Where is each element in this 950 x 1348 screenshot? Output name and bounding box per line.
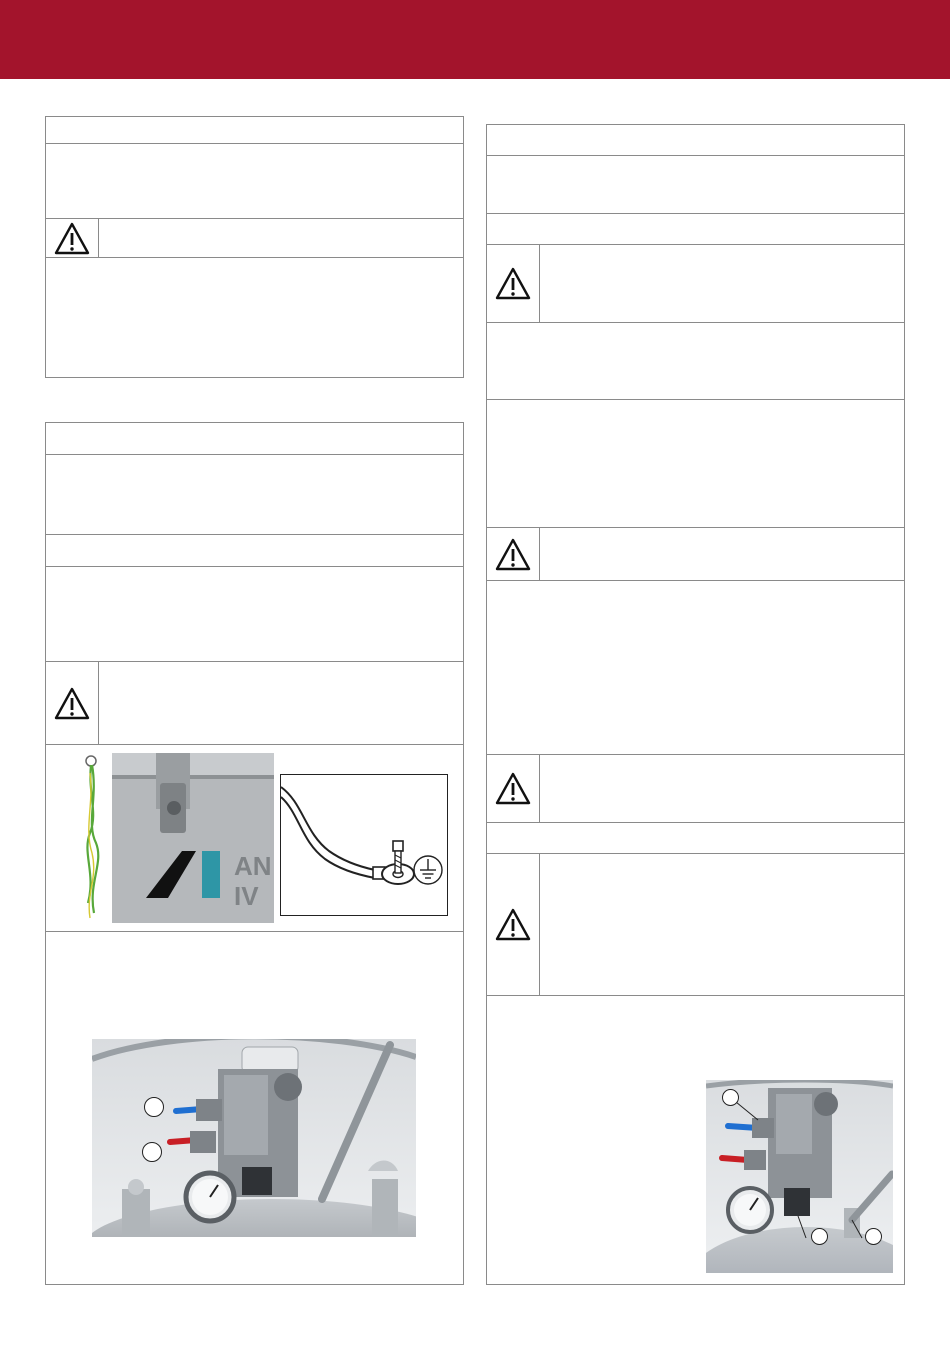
grounding-diagram <box>280 774 448 916</box>
warning-row <box>46 219 463 258</box>
warning-row <box>487 245 904 323</box>
text-row <box>487 323 904 400</box>
subheader-row <box>487 214 904 245</box>
warning-text <box>99 219 463 257</box>
warning-text <box>540 755 904 822</box>
air-valves-photo <box>92 1039 416 1237</box>
text-row <box>46 144 463 219</box>
warning-text <box>99 662 463 744</box>
warning-text <box>540 528 904 580</box>
warning-row <box>46 662 463 745</box>
grounding-cable-photo <box>78 753 274 923</box>
warning-triangle-icon <box>487 755 540 822</box>
section-header-row <box>487 125 904 156</box>
warning-text <box>540 245 904 322</box>
warning-triangle-icon <box>487 528 540 580</box>
subheader-row <box>46 535 463 567</box>
warning-row <box>487 854 904 996</box>
grounding-images-row <box>46 745 463 932</box>
logo-fragment-text-1: AN <box>234 851 272 881</box>
callout-marker-1 <box>144 1097 164 1117</box>
section-header-row <box>46 117 463 144</box>
left-section-1 <box>45 116 464 378</box>
text-with-photo-row <box>46 932 463 1286</box>
callout-marker-2 <box>811 1228 828 1245</box>
logo-fragment-text-2: IV <box>234 881 259 911</box>
text-row <box>487 156 904 214</box>
callout-marker-1 <box>722 1089 739 1106</box>
left-section-2 <box>45 422 464 1285</box>
warning-triangle-icon <box>487 245 540 322</box>
warning-triangle-icon <box>46 662 99 744</box>
text-with-photo-row <box>487 996 904 1286</box>
callout-marker-2 <box>142 1142 162 1162</box>
warning-text <box>540 854 904 995</box>
subheader-row <box>487 823 904 854</box>
callout-marker-3 <box>865 1228 882 1245</box>
right-section <box>486 124 905 1285</box>
pressure-regulator-photo <box>706 1080 893 1273</box>
warning-row <box>487 755 904 823</box>
header-bar <box>0 0 950 79</box>
warning-triangle-icon <box>487 854 540 995</box>
text-row <box>46 567 463 662</box>
warning-triangle-icon <box>46 219 99 257</box>
section-header-row <box>46 423 463 455</box>
warning-row <box>487 528 904 581</box>
text-row <box>487 400 904 528</box>
text-row <box>487 581 904 755</box>
text-row <box>46 258 463 379</box>
ground-symbol-icon <box>414 856 442 884</box>
text-row <box>46 455 463 535</box>
